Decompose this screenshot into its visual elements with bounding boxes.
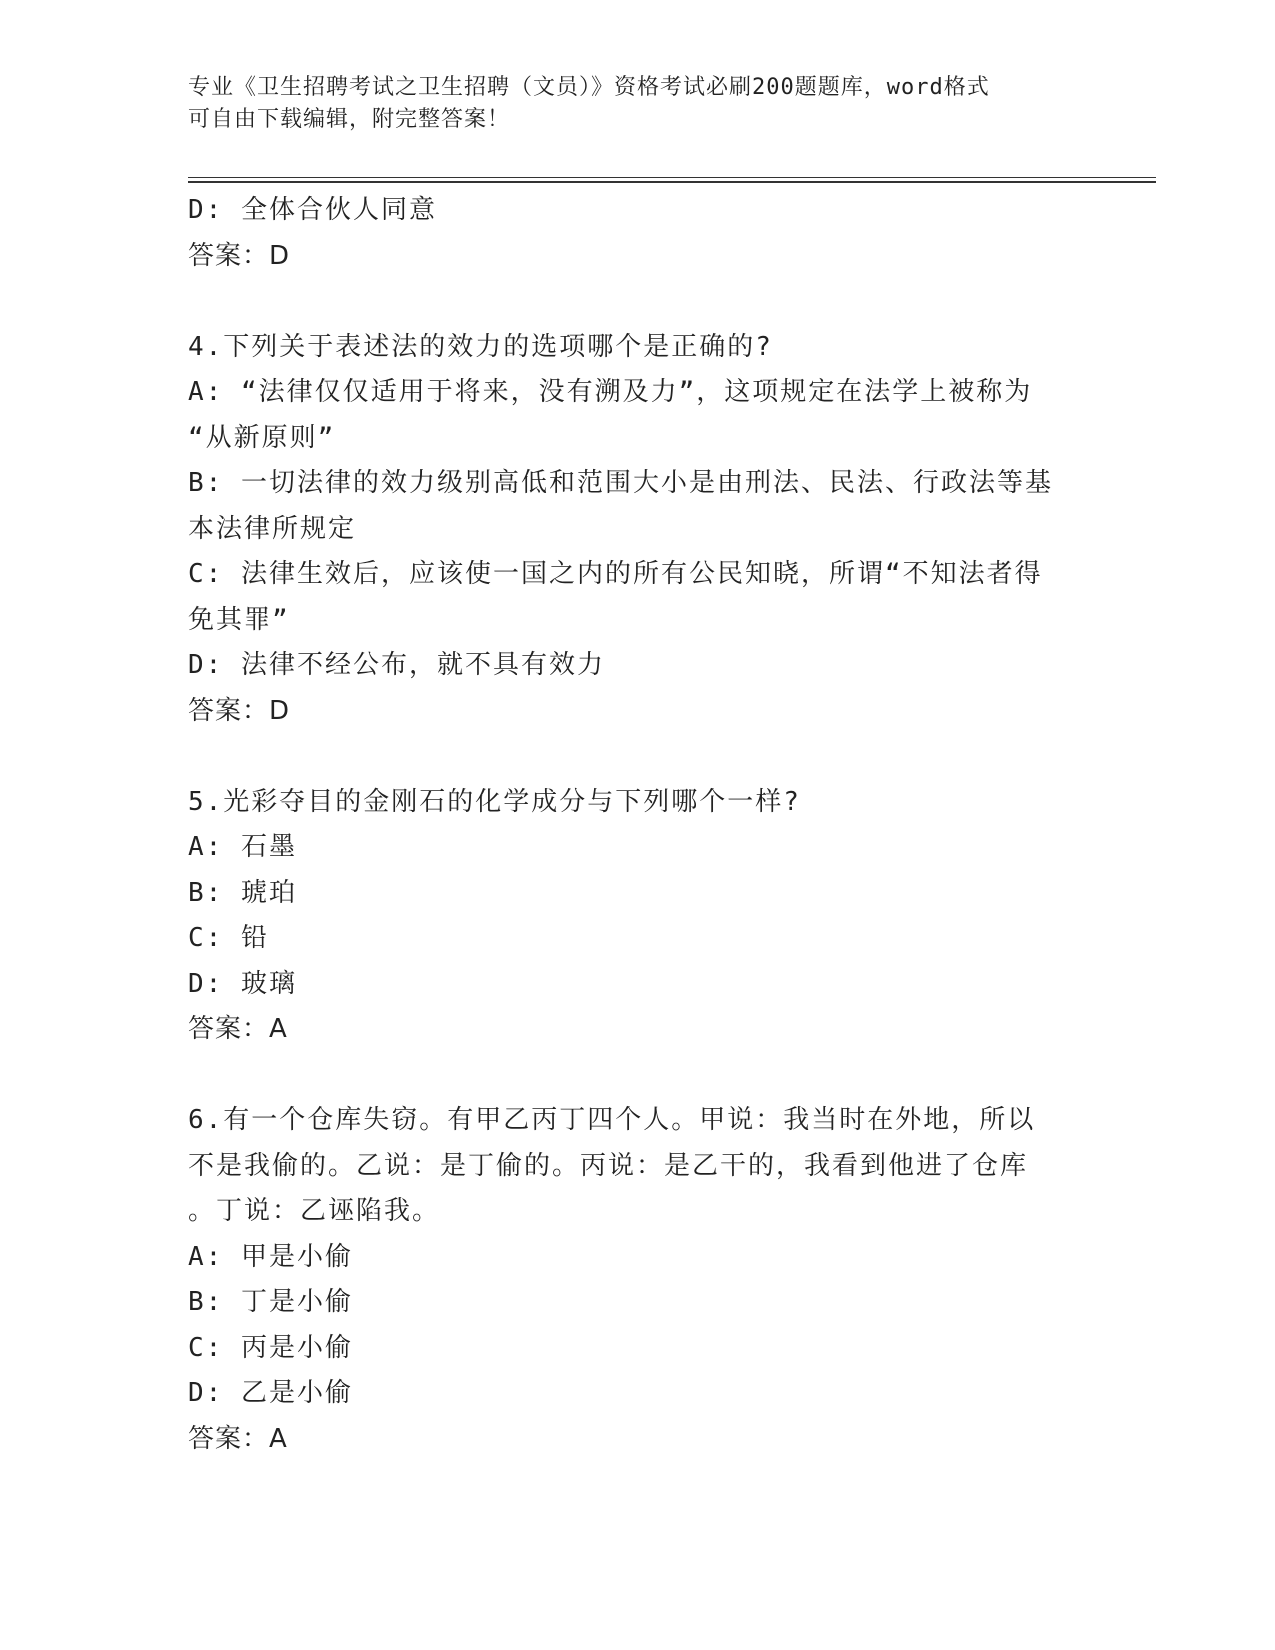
option-d: D: 全体合伙人同意: [188, 195, 437, 225]
question-stem: 6.有一个仓库失窃。有甲乙丙丁四个人。甲说：我当时在外地，所以: [188, 1105, 1036, 1135]
question-block-5: [188, 780, 1078, 1053]
spacer: [188, 1053, 1078, 1099]
option-a: A: 石墨: [188, 832, 297, 862]
option-b: B: 琥珀: [188, 877, 297, 908]
option-c: C: 丙是小偷: [188, 1332, 353, 1363]
option-d: D: 乙是小偷: [188, 1378, 353, 1408]
option-a-continued: “从新原则”: [188, 422, 336, 453]
answer: 答案：D: [188, 695, 291, 726]
header-line-2: 可自由下载编辑，附完整答案！: [188, 107, 511, 132]
option-b-continued: 本法律所规定: [188, 513, 357, 544]
option-a: A: “法律仅仅适用于将来，没有溯及力”，这项规定在法学上被称为: [188, 377, 1033, 407]
spacer: [188, 279, 1078, 325]
question-stem: 5.光彩夺目的金刚石的化学成分与下列哪个一样?: [188, 786, 801, 817]
question-block-3-tail: [188, 188, 1078, 279]
answer: 答案：A: [188, 1423, 288, 1454]
option-c: C: 法律生效后，应该使一国之内的所有公民知晓，所谓“不知法者得: [188, 559, 1043, 589]
spacer: [188, 734, 1078, 780]
question-stem-continued: 不是我偷的。乙说：是丁偷的。丙说：是乙干的，我看到他进了仓库: [188, 1150, 1029, 1181]
header-line-1: 专业《卫生招聘考试之卫生招聘（文员）》资格考试必刷200题题库，word格式: [188, 75, 990, 100]
option-b: B: 丁是小偷: [188, 1287, 353, 1317]
question-stem-continued: 。丁说：乙诬陷我。: [188, 1196, 441, 1226]
question-stem: 4.下列关于表述法的效力的选项哪个是正确的?: [188, 331, 773, 362]
answer: 答案：A: [188, 1014, 288, 1044]
option-c-continued: 免其罪”: [188, 604, 290, 635]
option-d: D: 法律不经公布，就不具有效力: [188, 650, 605, 680]
option-c: C: 铅: [188, 923, 269, 953]
answer: 答案：D: [188, 240, 291, 271]
question-block-6: [188, 1098, 1078, 1462]
question-block-4: [188, 325, 1078, 735]
document-body: [188, 188, 1078, 1462]
option-a: A: 甲是小偷: [188, 1241, 353, 1272]
option-b: B: 一切法律的效力级别高低和范围大小是由刑法、民法、行政法等基: [188, 468, 1053, 498]
option-d: D: 玻璃: [188, 968, 297, 999]
header-divider: [188, 177, 1156, 183]
page-header: [188, 72, 1078, 136]
